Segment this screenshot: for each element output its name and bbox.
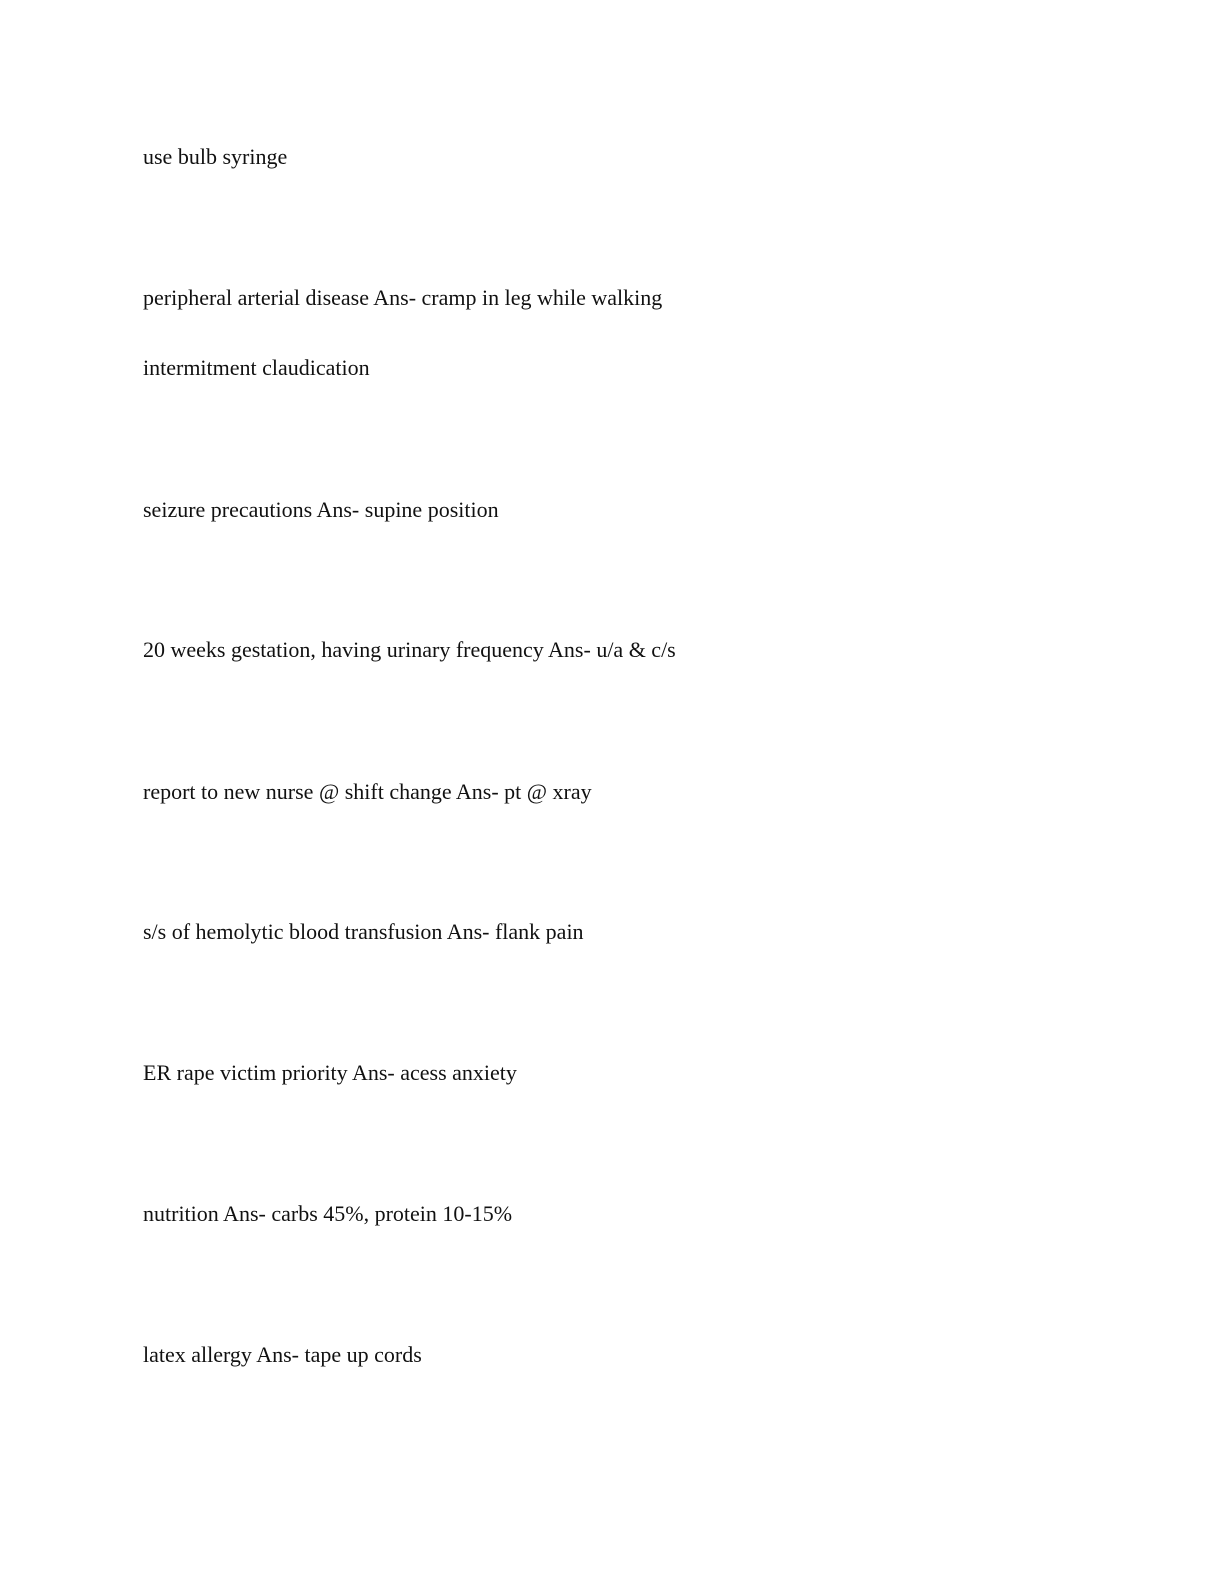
text-line: peripheral arterial disease Ans- cramp in leg while walking — [143, 285, 663, 310]
text-line: ER rape victim priority Ans- acess anxiety — [143, 1060, 517, 1085]
text-line: report to new nurse @ shift change Ans- pt @ xray — [143, 779, 592, 804]
text-line: nutrition Ans- carbs 45%, protein 10-15% — [143, 1201, 513, 1226]
text-line: seizure precautions Ans- supine position — [143, 497, 499, 522]
text-line: use bulb syringe — [143, 144, 288, 169]
text-line: s/s of hemolytic blood transfusion Ans- flank pain — [143, 919, 584, 944]
text-line: intermitment claudication — [143, 355, 370, 380]
text-line: latex allergy Ans- tape up cords — [143, 1342, 422, 1367]
text-line: 20 weeks gestation, having urinary frequency Ans- u/a & c/s — [143, 637, 676, 662]
